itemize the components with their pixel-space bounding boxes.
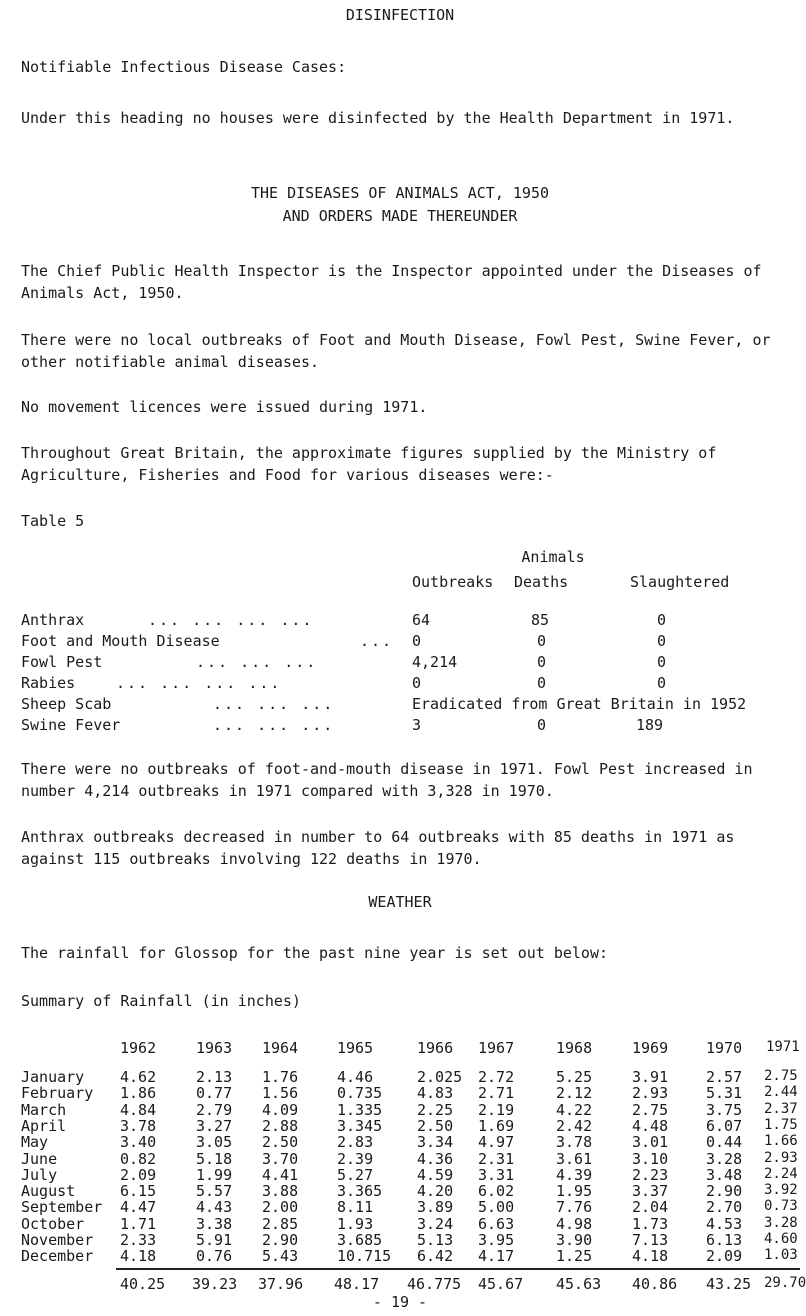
rainfall-cell: 2.19 xyxy=(478,1101,515,1119)
rainfall-cell: 5.27 xyxy=(337,1166,374,1184)
rainfall-cell: 2.79 xyxy=(196,1101,233,1119)
rainfall-cell: 4.83 xyxy=(417,1084,454,1102)
rainfall-cell: 8.11 xyxy=(337,1198,374,1216)
deaths-value: 0 xyxy=(537,632,547,650)
paragraph-no-outbreaks: There were no local outbreaks of Foot and Mouth Disease, Fowl Pest, Swine Fever, or other notifiable animal diseases. xyxy=(21,331,771,371)
month-label: February xyxy=(21,1084,94,1102)
year-header: 1968 xyxy=(556,1039,593,1057)
rainfall-cell: 3.27 xyxy=(196,1117,233,1135)
rainfall-cell: 6.63 xyxy=(478,1215,515,1233)
rainfall-cell: 3.95 xyxy=(478,1231,515,1249)
rainfall-cell: 4.39 xyxy=(556,1166,593,1184)
rainfall-cell: 5.57 xyxy=(196,1182,233,1200)
rainfall-cell: 0.82 xyxy=(120,1150,157,1168)
rainfall-cell: 4.22 xyxy=(556,1101,593,1119)
rainfall-cell: 3.70 xyxy=(262,1150,299,1168)
rainfall-cell: 6.15 xyxy=(120,1182,157,1200)
slaughtered-value: 189 xyxy=(636,716,664,734)
leader-dots: ... ... ... xyxy=(213,695,335,713)
rainfall-cell: 5.25 xyxy=(556,1068,593,1086)
rainfall-cell: 5.43 xyxy=(262,1247,299,1265)
rainfall-cell: 4.41 xyxy=(262,1166,299,1184)
rainfall-intro: The rainfall for Glossop for the past nine year is set out below: xyxy=(21,944,608,962)
table5-col-outbreaks: Outbreaks xyxy=(412,573,494,591)
deaths-value: 85 xyxy=(531,611,550,629)
month-label: December xyxy=(21,1247,94,1265)
rainfall-cell: 2.75 xyxy=(764,1068,798,1084)
rainfall-cell: 1.86 xyxy=(120,1084,157,1102)
rainfall-cell: 6.42 xyxy=(417,1247,454,1265)
disease-name: Anthrax xyxy=(21,611,85,629)
rainfall-cell: 1.25 xyxy=(556,1247,593,1265)
paragraph-fowl-pest: There were no outbreaks of foot-and-mouth disease in 1971. Fowl Pest increased in number 4,214 outbreaks in 1971 compared with 3,328 in 1970. xyxy=(21,760,753,800)
rainfall-cell: 3.34 xyxy=(417,1133,454,1151)
total-cell: 43.25 xyxy=(706,1275,752,1293)
rainfall-cell: 7.13 xyxy=(632,1231,669,1249)
year-header: 1965 xyxy=(337,1039,374,1057)
weather-heading: WEATHER xyxy=(368,893,432,911)
slaughtered-value: 0 xyxy=(657,611,667,629)
rainfall-cell: 3.90 xyxy=(556,1231,593,1249)
year-header: 1970 xyxy=(706,1039,743,1057)
rainfall-cell: 2.71 xyxy=(478,1084,515,1102)
rainfall-cell: 2.23 xyxy=(632,1166,669,1184)
table5-col-deaths: Deaths xyxy=(514,573,569,591)
rainfall-cell: 6.02 xyxy=(478,1182,515,1200)
rainfall-cell: 3.61 xyxy=(556,1150,593,1168)
disease-name: Rabies xyxy=(21,674,76,692)
leader-dots: ... xyxy=(360,632,394,650)
month-label: November xyxy=(21,1231,94,1249)
rainfall-cell: 4.18 xyxy=(632,1247,669,1265)
rainfall-cell: 3.48 xyxy=(706,1166,743,1184)
outbreaks-value: 4,214 xyxy=(412,653,458,671)
rainfall-cell: 3.685 xyxy=(337,1231,383,1249)
rainfall-cell: 2.00 xyxy=(262,1198,299,1216)
rainfall-cell: 2.75 xyxy=(632,1101,669,1119)
rainfall-cell: 1.76 xyxy=(262,1068,299,1086)
eradicated-note: Eradicated from Great Britain in 1952 xyxy=(412,695,747,713)
rainfall-cell: 2.04 xyxy=(632,1198,669,1216)
month-label: March xyxy=(21,1101,67,1119)
year-header: 1963 xyxy=(196,1039,233,1057)
rainfall-cell: 1.73 xyxy=(632,1215,669,1233)
slaughtered-value: 0 xyxy=(657,632,667,650)
rainfall-cell: 0.735 xyxy=(337,1084,383,1102)
rainfall-cell: 0.77 xyxy=(196,1084,233,1102)
rainfall-cell: 2.90 xyxy=(262,1231,299,1249)
rainfall-cell: 2.50 xyxy=(417,1117,454,1135)
total-rule xyxy=(116,1268,800,1270)
rainfall-cell: 3.365 xyxy=(337,1182,383,1200)
rainfall-cell: 2.33 xyxy=(120,1231,157,1249)
paragraph-licences: No movement licences were issued during 1971. xyxy=(21,398,428,416)
rainfall-cell: 3.01 xyxy=(632,1133,669,1151)
leader-dots: ... ... ... xyxy=(213,716,335,734)
disease-name: Sheep Scab xyxy=(21,695,112,713)
notifiable-heading: Notifiable Infectious Disease Cases: xyxy=(21,58,347,76)
rainfall-cell: 2.50 xyxy=(262,1133,299,1151)
rainfall-cell: 3.24 xyxy=(417,1215,454,1233)
rainfall-cell: 2.90 xyxy=(706,1182,743,1200)
rainfall-cell: 2.72 xyxy=(478,1068,515,1086)
rainfall-cell: 2.13 xyxy=(196,1068,233,1086)
rainfall-cell: 4.62 xyxy=(120,1068,157,1086)
page-number: - 19 - xyxy=(372,1293,428,1311)
rainfall-cell: 2.93 xyxy=(764,1150,798,1166)
outbreaks-value: 0 xyxy=(412,632,422,650)
rainfall-cell: 2.09 xyxy=(120,1166,157,1184)
rainfall-cell: 3.10 xyxy=(632,1150,669,1168)
rainfall-cell: 5.91 xyxy=(196,1231,233,1249)
month-label: January xyxy=(21,1068,85,1086)
rainfall-cell: 2.70 xyxy=(706,1198,743,1216)
month-label: July xyxy=(21,1166,58,1184)
rainfall-cell: 3.75 xyxy=(706,1101,743,1119)
rainfall-cell: 2.83 xyxy=(337,1133,374,1151)
rainfall-cell: 2.37 xyxy=(764,1101,798,1117)
total-cell: 45.63 xyxy=(556,1275,602,1293)
total-cell: 40.86 xyxy=(632,1275,678,1293)
leader-dots: ... ... ... ... xyxy=(116,674,282,692)
outbreaks-value: 64 xyxy=(412,611,431,629)
rainfall-cell: 4.60 xyxy=(764,1231,798,1247)
rainfall-cell: 2.88 xyxy=(262,1117,299,1135)
table5-col-slaughtered: Slaughtered xyxy=(630,573,730,591)
rainfall-cell: 0.76 xyxy=(196,1247,233,1265)
rainfall-cell: 4.18 xyxy=(120,1247,157,1265)
rainfall-cell: 4.43 xyxy=(196,1198,233,1216)
rainfall-cell: 2.85 xyxy=(262,1215,299,1233)
paragraph-inspector: The Chief Public Health Inspector is the Inspector appointed under the Diseases of Animals Act, 1950. xyxy=(21,262,762,302)
rainfall-cell: 4.46 xyxy=(337,1068,374,1086)
rainfall-cell: 1.66 xyxy=(764,1133,798,1149)
rainfall-cell: 2.12 xyxy=(556,1084,593,1102)
outbreaks-value: 3 xyxy=(412,716,422,734)
rainfall-cell: 3.78 xyxy=(120,1117,157,1135)
year-header: 1971 xyxy=(766,1039,800,1055)
page-title: DISINFECTION xyxy=(345,6,455,24)
rainfall-cell: 1.335 xyxy=(337,1101,383,1119)
rainfall-cell: 2.42 xyxy=(556,1117,593,1135)
rainfall-cell: 3.40 xyxy=(120,1133,157,1151)
rainfall-cell: 4.98 xyxy=(556,1215,593,1233)
total-cell: 37.96 xyxy=(258,1275,304,1293)
rainfall-cell: 3.91 xyxy=(632,1068,669,1086)
year-header: 1964 xyxy=(262,1039,299,1057)
year-header: 1966 xyxy=(417,1039,454,1057)
rainfall-cell: 6.07 xyxy=(706,1117,743,1135)
rainfall-cell: 7.76 xyxy=(556,1198,593,1216)
leader-dots: ... ... ... ... xyxy=(148,611,314,629)
rainfall-cell: 5.00 xyxy=(478,1198,515,1216)
rainfall-cell: 1.75 xyxy=(764,1117,798,1133)
rainfall-cell: 6.13 xyxy=(706,1231,743,1249)
rainfall-cell: 3.31 xyxy=(478,1166,515,1184)
month-label: June xyxy=(21,1150,58,1168)
paragraph-ministry: Throughout Great Britain, the approximate figures supplied by the Ministry of Agriculture, Fisheries and Food for various diseases were:- xyxy=(21,444,717,484)
table5-group-header: Animals xyxy=(521,548,585,566)
rainfall-summary-label: Summary of Rainfall (in inches) xyxy=(21,992,301,1010)
rainfall-cell: 10.715 xyxy=(337,1247,392,1265)
rainfall-cell: 5.18 xyxy=(196,1150,233,1168)
deaths-value: 0 xyxy=(537,716,547,734)
disease-name: Fowl Pest xyxy=(21,653,103,671)
rainfall-cell: 2.09 xyxy=(706,1247,743,1265)
month-label: August xyxy=(21,1182,76,1200)
notifiable-text: Under this heading no houses were disinfected by the Health Department in 1971. xyxy=(21,109,735,127)
rainfall-cell: 4.84 xyxy=(120,1101,157,1119)
rainfall-cell: 3.89 xyxy=(417,1198,454,1216)
rainfall-cell: 0.44 xyxy=(706,1133,743,1151)
outbreaks-value: 0 xyxy=(412,674,422,692)
rainfall-cell: 3.05 xyxy=(196,1133,233,1151)
disease-name: Swine Fever xyxy=(21,716,121,734)
rainfall-cell: 4.17 xyxy=(478,1247,515,1265)
leader-dots: ... ... ... xyxy=(196,653,318,671)
rainfall-cell: 3.37 xyxy=(632,1182,669,1200)
rainfall-cell: 2.025 xyxy=(417,1068,463,1086)
total-cell: 46.775 xyxy=(407,1275,462,1293)
rainfall-cell: 1.95 xyxy=(556,1182,593,1200)
total-cell: 29.70 xyxy=(764,1275,806,1291)
rainfall-cell: 3.345 xyxy=(337,1117,383,1135)
month-label: April xyxy=(21,1117,67,1135)
rainfall-cell: 4.47 xyxy=(120,1198,157,1216)
rainfall-cell: 1.56 xyxy=(262,1084,299,1102)
rainfall-cell: 3.78 xyxy=(556,1133,593,1151)
total-cell: 40.25 xyxy=(120,1275,166,1293)
month-label: October xyxy=(21,1215,85,1233)
year-header: 1969 xyxy=(632,1039,669,1057)
rainfall-cell: 1.93 xyxy=(337,1215,374,1233)
rainfall-cell: 0.73 xyxy=(764,1198,798,1214)
table5-label: Table 5 xyxy=(21,512,85,530)
month-label: May xyxy=(21,1133,49,1151)
rainfall-cell: 3.38 xyxy=(196,1215,233,1233)
rainfall-cell: 5.13 xyxy=(417,1231,454,1249)
total-cell: 48.17 xyxy=(334,1275,380,1293)
deaths-value: 0 xyxy=(537,653,547,671)
rainfall-cell: 1.69 xyxy=(478,1117,515,1135)
act-heading-line1: THE DISEASES OF ANIMALS ACT, 1950 xyxy=(250,184,549,202)
year-header: 1962 xyxy=(120,1039,157,1057)
rainfall-cell: 1.71 xyxy=(120,1215,157,1233)
rainfall-cell: 4.09 xyxy=(262,1101,299,1119)
rainfall-cell: 3.28 xyxy=(764,1215,798,1231)
year-header: 1967 xyxy=(478,1039,515,1057)
rainfall-cell: 3.92 xyxy=(764,1182,798,1198)
rainfall-cell: 4.36 xyxy=(417,1150,454,1168)
rainfall-cell: 4.59 xyxy=(417,1166,454,1184)
rainfall-cell: 2.57 xyxy=(706,1068,743,1086)
paragraph-anthrax: Anthrax outbreaks decreased in number to 64 outbreaks with 85 deaths in 1971 as against 115 outbreaks involving 122 deaths in 1970. xyxy=(21,828,735,868)
rainfall-cell: 1.99 xyxy=(196,1166,233,1184)
rainfall-cell: 2.24 xyxy=(764,1166,798,1182)
rainfall-cell: 3.28 xyxy=(706,1150,743,1168)
rainfall-cell: 3.88 xyxy=(262,1182,299,1200)
deaths-value: 0 xyxy=(537,674,547,692)
rainfall-cell: 4.20 xyxy=(417,1182,454,1200)
slaughtered-value: 0 xyxy=(657,653,667,671)
rainfall-cell: 2.93 xyxy=(632,1084,669,1102)
rainfall-cell: 1.03 xyxy=(764,1247,798,1263)
rainfall-cell: 2.25 xyxy=(417,1101,454,1119)
slaughtered-value: 0 xyxy=(657,674,667,692)
disease-name: Foot and Mouth Disease xyxy=(21,632,220,650)
rainfall-cell: 2.31 xyxy=(478,1150,515,1168)
rainfall-cell: 4.53 xyxy=(706,1215,743,1233)
rainfall-cell: 2.39 xyxy=(337,1150,374,1168)
act-heading-line2: AND ORDERS MADE THEREUNDER xyxy=(282,207,518,225)
rainfall-cell: 5.31 xyxy=(706,1084,743,1102)
rainfall-cell: 2.44 xyxy=(764,1084,798,1100)
rainfall-cell: 4.48 xyxy=(632,1117,669,1135)
rainfall-cell: 4.97 xyxy=(478,1133,515,1151)
total-cell: 45.67 xyxy=(478,1275,524,1293)
month-label: September xyxy=(21,1198,103,1216)
total-cell: 39.23 xyxy=(192,1275,238,1293)
